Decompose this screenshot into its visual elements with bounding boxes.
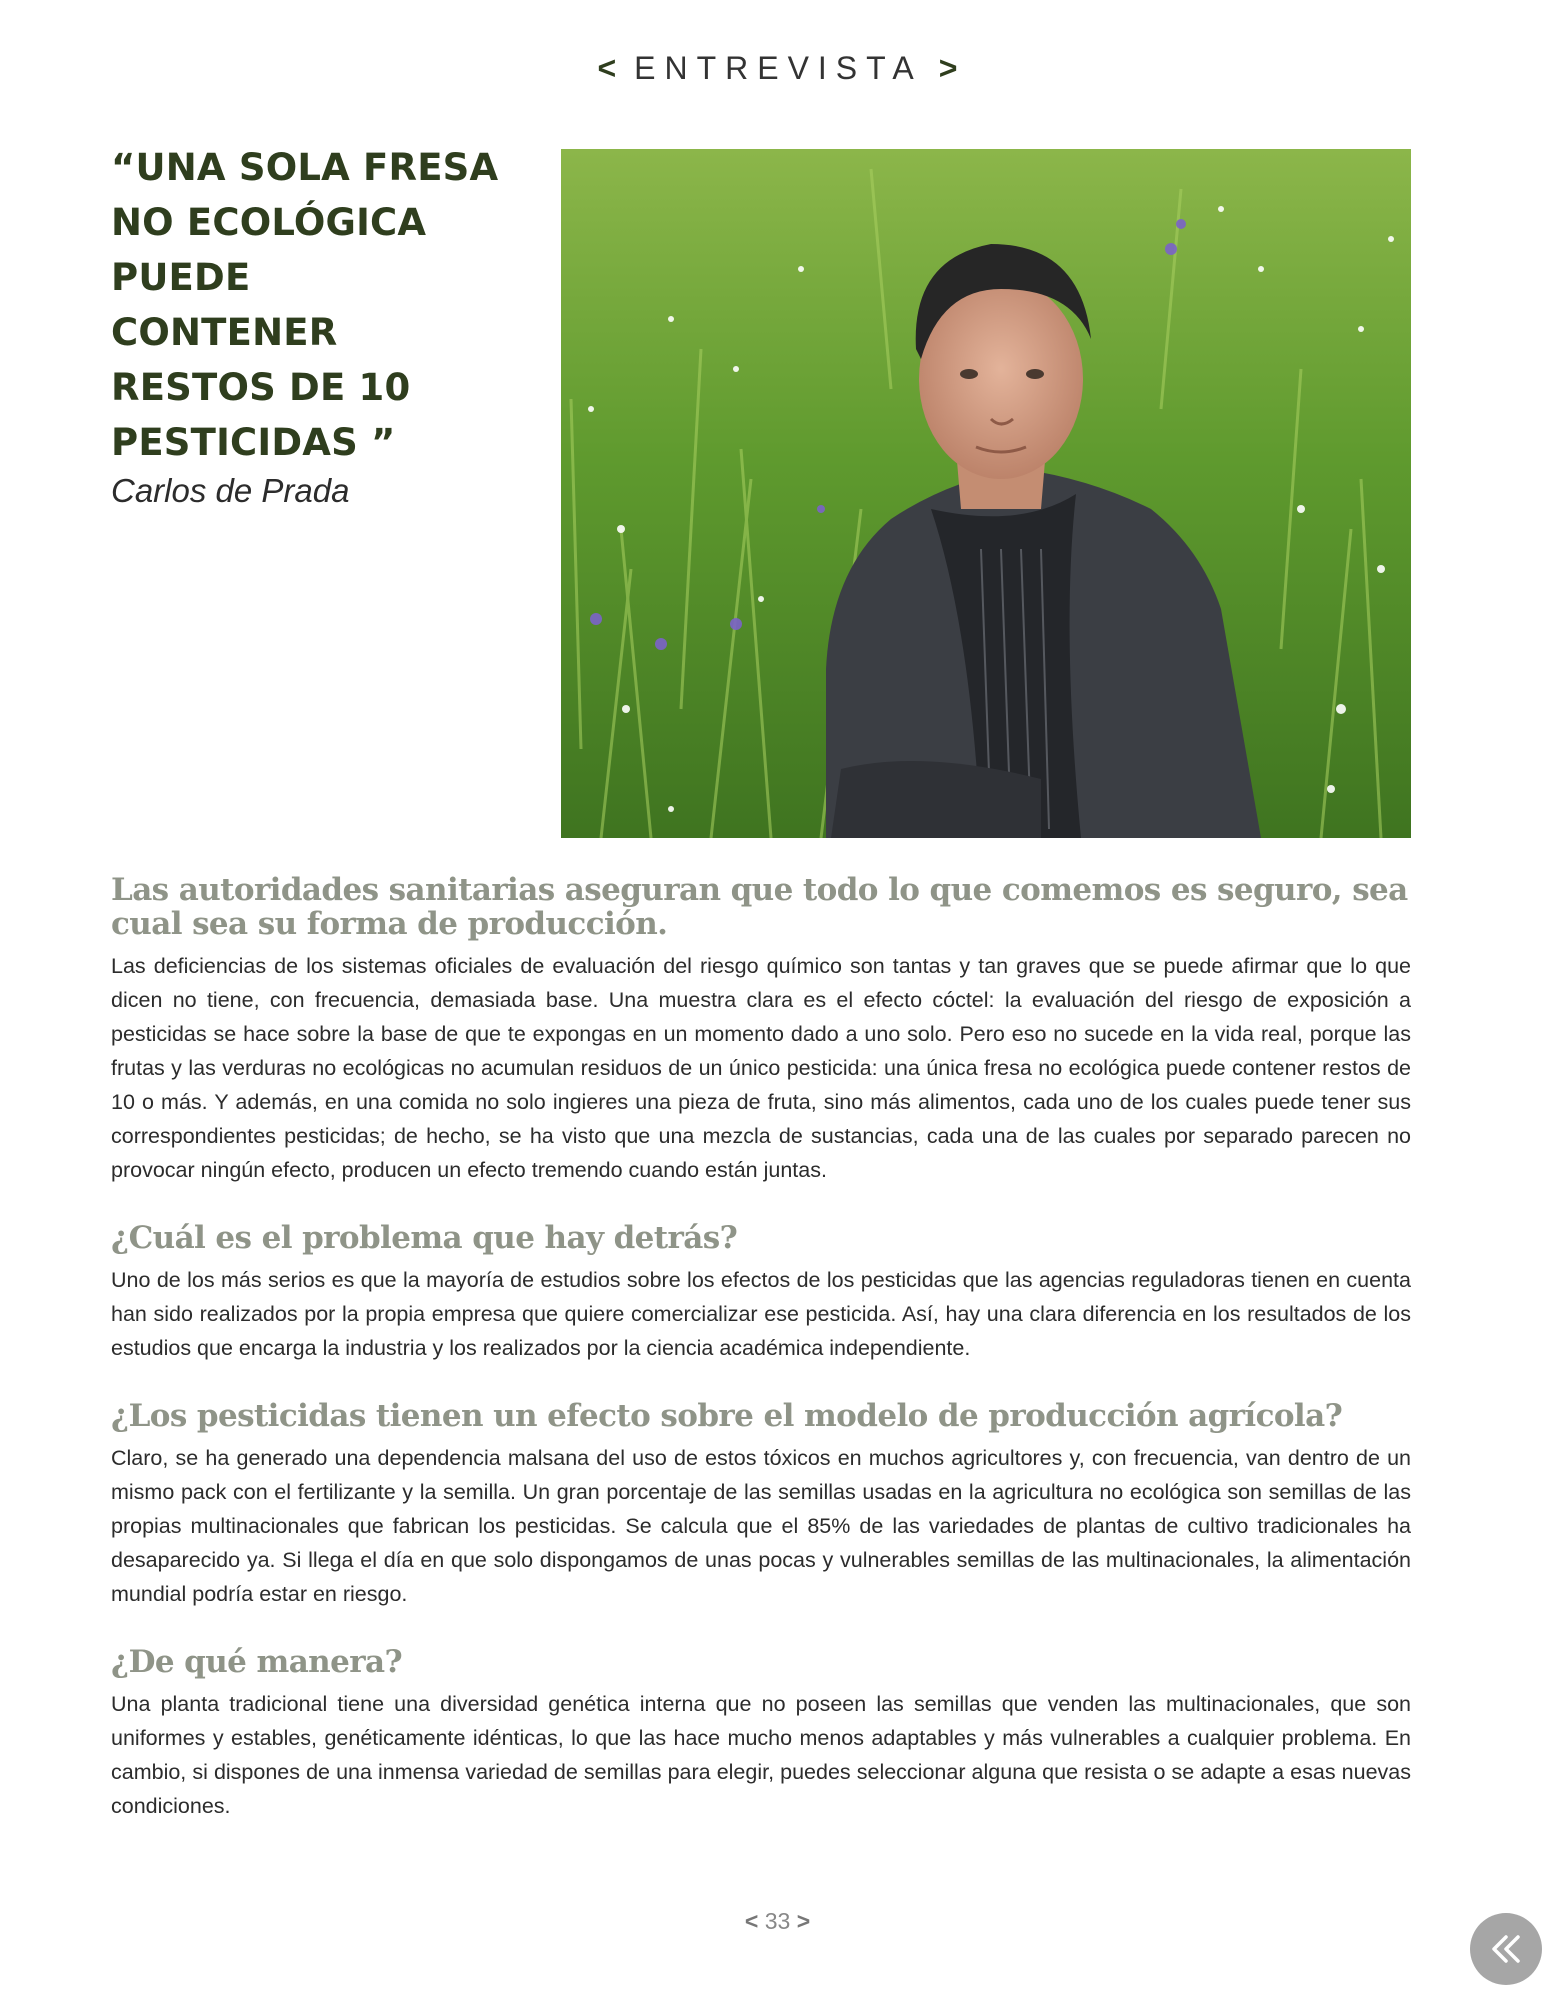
section-header [0,50,1555,87]
answer-paragraph: Uno de los más serios es que la mayoría de estudios sobre los efectos de los pesticidas que las agencias reguladoras tienen en cuenta han sido realizados por la propia empresa que quiere comercializar ese pesticida. Así, hay una clara diferencia en los resultados de los estudios que encarga la industria y los realizados por la ciencia académica independiente. [111,1268,1411,1360]
double-chevron-left-icon [1486,1929,1526,1969]
article-headline [111,140,551,470]
answer-paragraph: Las deficiencias de los sistemas oficiales de evaluación del riesgo químico son tantas y tan graves que se puede afirmar que lo que dicen no tiene, con frecuencia, demasiada base. Una muestra clara es el efecto cóctel: la evaluación del riesgo de exposición a pesticidas se hace sobre la base de que te expongas en un momento dado a uno solo. Pero eso no sucede en la vida real, porque las frutas y las verduras no ecológicas no acumulan residuos de un único pesticida: una única fresa no ecológica puede contener restos de 10 o más. Y además, en una comida no solo ingieres una pieza de fruta, sino más alimentos, cada uno de los cuales puede tener sus correspondientes pesticidas; de hecho, se ha visto que una mezcla de sustancias, cada una de las cuales por separado parecen no provocar ningún efecto, producen un efecto tremendo cuando están juntas. [111,954,1411,1182]
chevron-left-icon: < [744,1908,759,1934]
page-number-value: 33 [764,1908,791,1934]
chevron-right-icon: > [796,1908,811,1934]
headline-line: PESTICIDAS ” [111,421,396,464]
question-heading: Las autoridades sanitarias aseguran que todo lo que comemos es seguro, sea cual sea su forma de producción. [111,872,1408,942]
section-label: ENTREVISTA [634,50,921,86]
chevron-left-icon: < [597,50,617,86]
headline-line: NO ECOLÓGICA [111,201,427,244]
page-number [0,1908,1555,1935]
chevron-right-icon: > [938,50,958,86]
answer-paragraph: Claro, se ha generado una dependencia malsana del uso de estos tóxicos en muchos agricultores y, con frecuencia, van dentro de un mismo pack con el fertilizante y la semilla. Un gran porcentaje de las semillas usadas en la agricultura no ecológica son semillas de las propias multinacionales que fabrican los pesticidas. Se calcula que el 85% de las variedades de plantas de cultivo tradicionales ha desaparecido ya. Si llega el día en que solo dispongamos de unas pocas y vulnerables semillas de las multinacionales, la alimentación mundial podría estar en riesgo. [111,1446,1411,1606]
headline-line: CONTENER [111,311,338,354]
question-heading: ¿De qué manera? [111,1644,403,1680]
question-heading: ¿Los pesticidas tienen un efecto sobre el modelo de producción agrícola? [111,1398,1343,1434]
question-heading: ¿Cuál es el problema que hay detrás? [111,1220,738,1256]
interview-body [111,873,1411,1857]
headline-line: “UNA SOLA FRESA [111,146,499,189]
headline-line: RESTOS DE 10 [111,366,411,409]
portrait-photo-graphic [561,149,1411,838]
answer-paragraph: Una planta tradicional tiene una diversidad genética interna que no poseen las semillas que venden las multinacionales, que son uniformes y estables, genéticamente idénticas, lo que las hace mucho menos adaptables y más vulnerables a cualquier problema. En cambio, si dispones de una inmensa variedad de semillas para elegir, puedes seleccionar alguna que resista o se adapte a esas nuevas condiciones. [111,1692,1411,1818]
portrait-photo [561,149,1411,838]
headline-line: PUEDE [111,256,251,299]
back-to-top-button[interactable] [1470,1913,1542,1985]
author-name: Carlos de Prada [111,472,350,509]
